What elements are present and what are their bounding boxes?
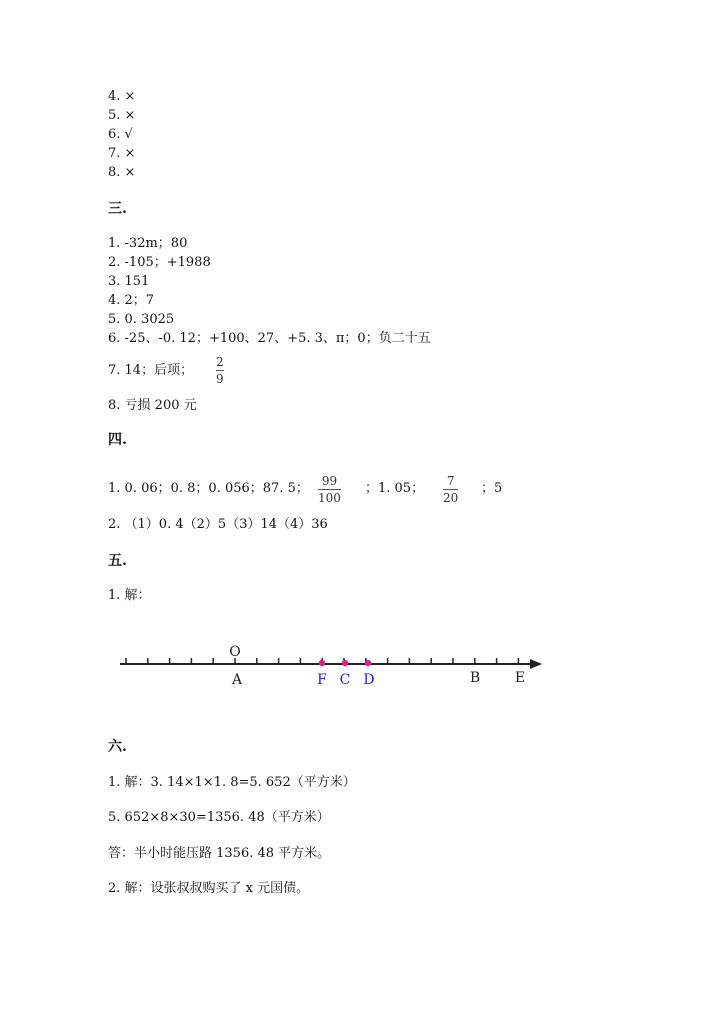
marked-point [342, 660, 348, 666]
answer-line: 6. -25、-0. 12；+100、27、+5. 3、π；0；负二十五 [108, 331, 431, 346]
answer-line: 1. 解：3. 14×1×1. 8=5. 652（平方米） [108, 775, 356, 790]
answer-line: 1. 解： [108, 588, 151, 603]
fraction [318, 474, 341, 505]
fraction-denominator: 9 [216, 372, 224, 386]
origin-label: O [229, 644, 241, 660]
marked-point [319, 660, 325, 666]
answer-text: ；5 [481, 481, 503, 496]
section-heading-4: 四. [108, 432, 127, 448]
answer-line: 5. × [108, 108, 136, 123]
answer-line: 7. 14；后项； [108, 363, 194, 378]
point-label-B: B [469, 670, 481, 686]
point-label-F: F [317, 672, 327, 688]
fraction-bar [443, 489, 458, 490]
fraction [443, 474, 458, 505]
answer-line: 7. × [108, 146, 136, 161]
number-line-diagram [110, 640, 560, 696]
point-label-A: A [231, 672, 243, 688]
answer-line: 2. （1）0. 4（2）5（3）14（4）36 [108, 517, 328, 532]
answer-line: 8. 亏损 200 元 [108, 398, 197, 413]
point-label-E: E [514, 670, 526, 686]
answer-text: ；1. 05； [365, 481, 425, 496]
answer-line: 8. × [108, 165, 136, 180]
fraction-numerator: 99 [321, 474, 338, 488]
answer-line: 1. -32m；80 [108, 236, 188, 251]
answer-line: 5. 0. 3025 [108, 312, 175, 327]
fraction-bar [318, 489, 341, 490]
answer-line: 2. 解：设张叔叔购买了 x 元国债。 [108, 881, 310, 896]
fraction-denominator: 100 [318, 491, 341, 505]
section-heading-6: 六. [108, 739, 127, 755]
fraction [216, 355, 224, 386]
fraction-bar [216, 370, 224, 371]
point-label-C: C [339, 672, 351, 688]
answer-line: 1. 0. 06；0. 8；0. 056；87. 5； [108, 481, 309, 496]
answer-line: 5. 652×8×30=1356. 48（平方米） [108, 810, 330, 825]
marked-point [365, 660, 371, 666]
answer-line: 2. -105；+1988 [108, 255, 211, 270]
arrow-head-icon [530, 659, 542, 669]
fraction-numerator: 7 [446, 474, 455, 488]
section-heading-3: 三. [108, 201, 127, 217]
answer-line: 答：半小时能压路 1356. 48 平方米。 [108, 846, 331, 861]
fraction-numerator: 2 [216, 355, 224, 369]
answer-line: 4. 2；7 [108, 293, 155, 308]
answer-line: 3. 151 [108, 274, 150, 289]
point-label-D: D [363, 672, 375, 688]
answer-line: 6. √ [108, 127, 133, 142]
answer-line: 4. × [108, 89, 136, 104]
fraction-denominator: 20 [443, 491, 459, 505]
section-heading-5: 五. [108, 553, 127, 569]
